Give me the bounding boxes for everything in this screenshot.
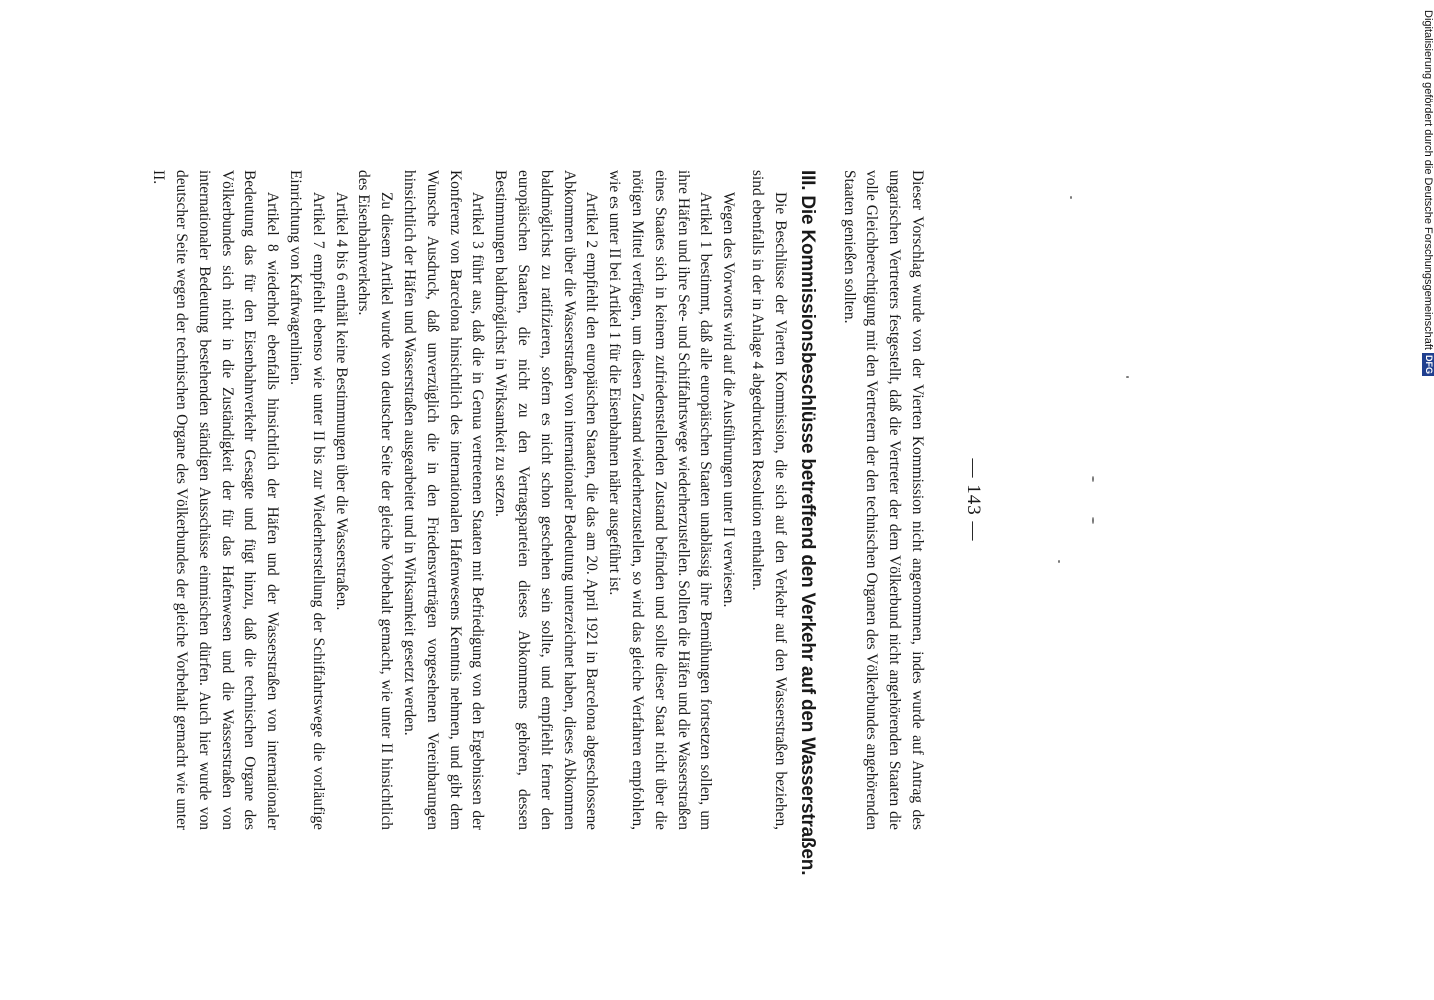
scan-speck <box>1058 560 1060 563</box>
dfg-logo: DFG <box>1424 354 1434 374</box>
scan-speck <box>1092 476 1094 482</box>
paragraph-artikel-4-6: Artikel 4 bis 6 enthält keine Bestimmungen über die Wasserstraßen. <box>332 192 350 611</box>
paragraph-beschluesse: Die Beschlüsse der Vierten Kommission, die sich auf den Verkehr auf den Wasserstraßen beziehen, sind ebenfalls in der in Anlage 4 abgedruckten Resolution enthalten. <box>749 170 789 830</box>
rotated-page <box>80 170 1000 876</box>
section-heading: III. Die Kommissionsbeschlüsse betreffend den Verkehr auf den Wasserstraßen. <box>796 170 818 876</box>
page-number: — 143 — <box>963 458 984 542</box>
paragraph-vorbehalt: Zu diesem Artikel wurde von deutscher Seite der gleiche Vorbehalt gemacht, wie unter II hinsichtlich des Eisenbahnverkehrs. <box>355 170 396 830</box>
paragraph-intro: Dieser Vorschlag wurde von der Vierten Kommission nicht angenommen, indes wurde auf Antrag des ungarischen Vertreters festgestellt, daß die Vertreter der dem Völkerbund nicht angehörenden Staaten die volle Gleichberechtigung mit den Vertretern der den technischen Organen des Völkerbundes angehörenden Staaten genießen sollten. <box>840 170 926 830</box>
credit-text: Digitalisierung gefördert durch die Deutsche Forschungsgemeinschaft <box>1422 10 1434 350</box>
paragraph-artikel-3: Artikel 3 führt aus, daß die in Genua vertretenen Staaten mit Befriedigung von den Ergebnissen der Konferenz von Barcelona hinsichtlich des internationalen Hafenwesens Kenntnis nehmen, und gibt dem Wunsche Ausdruck, daß unverzüglich die in den Friedensverträgen vorgesehenen Vereinbarungen hinsichtlich der Häfen und Wasserstraßen ausgearbeitet und in Wirksamkeit gesetzt werden. <box>401 170 487 830</box>
digitization-credit <box>1421 10 1434 390</box>
paragraph-artikel-7: Artikel 7 empfiehlt ebenso wie unter II bis zur Wiederherstellung der Schiffahrtswege die vorläufige Einrichtung von Kraftwagenlinien. <box>287 170 327 830</box>
paragraph-artikel-1: Artikel 1 bestimmt, daß alle europäischen Staaten unablässig ihre Bemühungen fortsetzen sollen, um ihre Häfen und ihre See- und Schiffahrtswege wiederherzustellen. Sollten die Häfen und die Wasserstraßen eines Staates sich in keinem zufriedenstellenden Zustand befinden und sollte dieser Staat nicht über die nötigen Mittel verfügen, um diesen Zustand wiederherzustellen, so wird das gleiche Verfahren empfohlen, wie es unter II bei Artikel 1 für die Eisenbahnen näher ausgeführt ist. <box>606 170 715 830</box>
paragraph-artikel-2: Artikel 2 empfiehlt den europäischen Staaten, die das am 20. April 1921 in Barcelona abgeschlossene Abkommen über die Wasserstraßen von internationaler Bedeutung unterzeichnet haben, dieses Abkommen baldmöglichst zu ratifizieren, sofern es nicht schon geschehen sein sollte, und empfiehlt ferner den europäischen Staaten, die nicht zu den Vertragsparteien dieses Abkommens gehören, dessen Bestimmungen baldmöglichst in Wirksamkeit zu setzen. <box>492 170 601 830</box>
paragraph-artikel-8: Artikel 8 wiederholt ebenfalls hinsichtlich der Häfen und der Wasserstraßen von internationaler Bedeutung das für den Eisenbahnverkehr Gesagte und fügt hinzu, daß die technischen Organe des Völkerbundes sich nicht in die Zuständigkeit der für das Hafenwesen und die Wasserstraßen von internationaler Bedeutung bestehenden ständigen Ausschüsse einmischen dürfen. Auch hier wurde von deutscher Seite wegen der technischen Organe des Völkerbundes der gleiche Vorbehalt gemacht wie unter II. <box>150 170 282 830</box>
scan-speck <box>1070 196 1072 199</box>
scan-speck <box>1126 376 1129 378</box>
scan-speck <box>1092 517 1094 524</box>
paragraph-vorwort: Wegen des Vorworts wird auf die Ausführungen unter II verwiesen. <box>720 192 738 608</box>
